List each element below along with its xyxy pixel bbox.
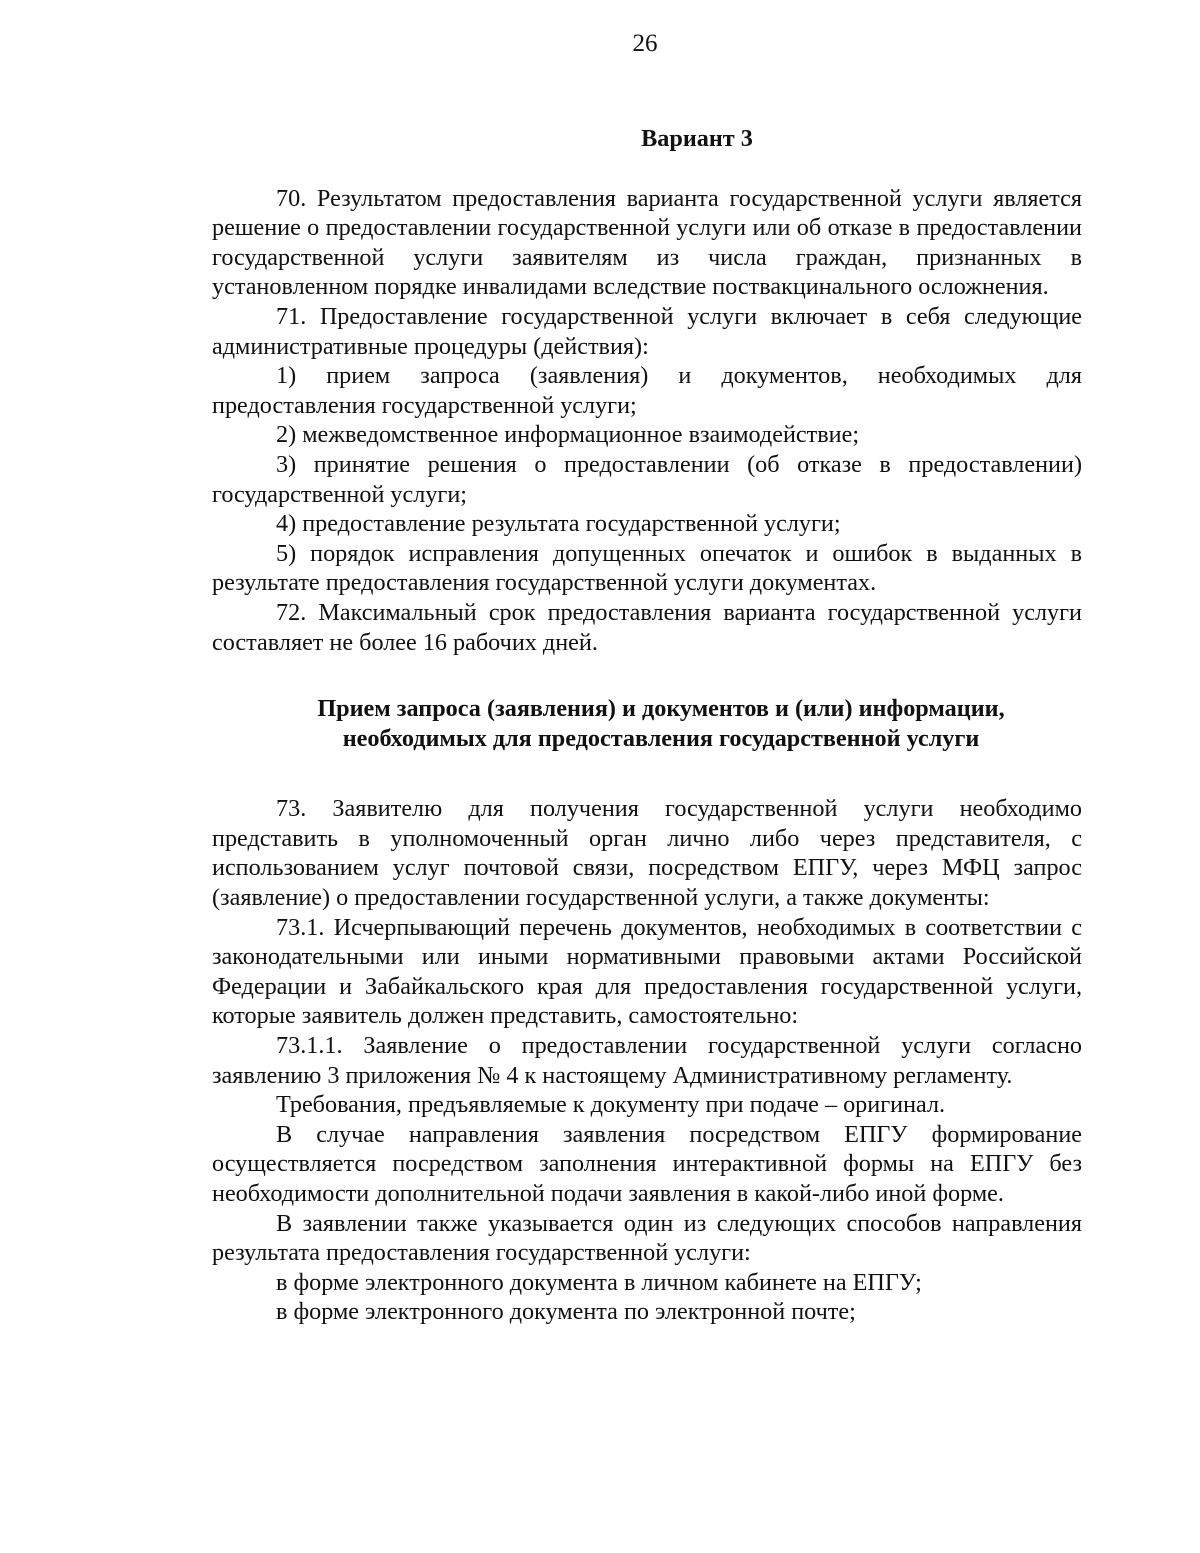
document-body (212, 124, 1082, 1327)
paragraph-result-methods: В заявлении также указывается один из следующих способов направления результата предоставления государственной услуги: (212, 1209, 1082, 1267)
variant-heading: Вариант 3 (641, 125, 753, 152)
list-item-1: 1) прием запроса (заявления) и документов, необходимых для предоставления государственной услуги; (212, 362, 1082, 419)
paragraph-72: 72. Максимальный срок предоставления варианта государственной услуги составляет не более 16 рабочих дней. (212, 598, 1082, 656)
method-item-email: в форме электронного документа по электронной почте; (276, 1298, 856, 1326)
section-heading-line-1: Прием запроса (заявления) и документов и (или) информации, (317, 695, 1005, 723)
paragraph-70: 70. Результатом предоставления варианта государственной услуги является решение о предоставлении государственной услуги или об отказе в предоставлении государственной услуги заявителям из числа граждан, признанных в установленном порядке инвалидами вследствие поствакцинального осложнения. (212, 184, 1082, 301)
method-item-epgu-cabinet: в форме электронного документа в личном кабинете на ЕПГУ; (276, 1268, 922, 1296)
list-item-5: 5) порядок исправления допущенных опечаток и ошибок в выданных в результате предоставления государственной услуги документах. (212, 539, 1082, 597)
section-heading (212, 694, 1082, 753)
page-number: 26 (632, 30, 658, 57)
paragraph-requirements: Требования, предъявляемые к документу при подаче – оригинал. (276, 1091, 946, 1119)
section-heading-line-2: необходимых для предоставления государственной услуги (342, 724, 980, 752)
paragraph-73-1: 73.1. Исчерпывающий перечень документов, необходимых в соответствии с законодательными или иными нормативными правовыми актами Российской Федерации и Забайкальского края для предоставления государственной услуги, которые заявитель должен представить, самостоятельно: (212, 913, 1082, 1030)
list-item-2: 2) межведомственное информационное взаимодействие; (276, 421, 860, 449)
list-item-3: 3) принятие решения о предоставлении (об отказе в предоставлении) государственной услуги; (212, 450, 1082, 508)
paragraph-71: 71. Предоставление государственной услуги включает в себя следующие административные процедуры (действия): (212, 302, 1082, 360)
paragraph-73-1-1: 73.1.1. Заявление о предоставлении государственной услуги согласно заявлению 3 приложения № 4 к настоящему Административному регламенту. (212, 1032, 1082, 1089)
list-item-4: 4) предоставление результата государственной услуги; (276, 510, 841, 538)
paragraph-epgu-form: В случае направления заявления посредством ЕПГУ формирование осуществляется посредством заполнения интерактивной формы на ЕПГУ без необходимости дополнительной подачи заявления в какой-либо иной форме. (212, 1120, 1082, 1207)
paragraph-73: 73. Заявителю для получения государственной услуги необходимо представить в уполномоченный орган лично либо через представителя, с использованием услуг почтовой связи, посредством ЕПГУ, через МФЦ запрос (заявление) о предоставлении государственной услуги, а также документы: (212, 795, 1082, 912)
